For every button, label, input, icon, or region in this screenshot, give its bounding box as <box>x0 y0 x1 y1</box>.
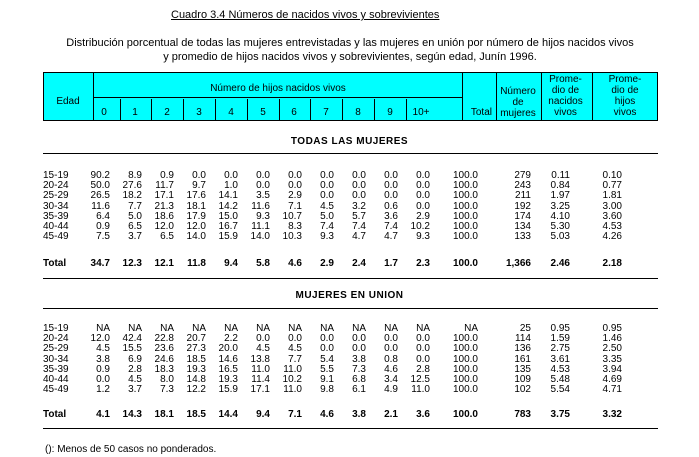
cell-value: 18.3 <box>154 363 174 375</box>
cell-edad: 40-44 <box>43 374 69 385</box>
cell-value: 0.0 <box>352 180 366 192</box>
cell-value: 5.7 <box>352 210 366 222</box>
cell-value: 18.5 <box>186 353 206 365</box>
cell-value: 0.8 <box>384 353 398 365</box>
header-col-7: 7 <box>323 107 329 118</box>
cell-value: 114 <box>515 333 531 345</box>
cell-value: 100.0 <box>452 258 478 269</box>
cell-value: 4.69 <box>602 374 622 385</box>
cell-value: 0.0 <box>416 200 430 212</box>
cell-value: 27.6 <box>122 180 142 192</box>
cell-value: 14.2 <box>218 200 238 212</box>
cell-value: 12.0 <box>154 221 174 232</box>
cell-value: 243 <box>514 180 531 192</box>
cell-value: 11.0 <box>411 384 430 396</box>
cell-value: 9.8 <box>320 384 334 396</box>
cell-value: 0.0 <box>416 333 430 345</box>
header-col-2: 2 <box>164 107 170 118</box>
cell-value: 10.2 <box>410 221 430 232</box>
header-col-6: 6 <box>291 107 297 118</box>
cell-value: 23.6 <box>154 343 174 355</box>
cell-value: 100.0 <box>452 200 478 212</box>
total-row <box>0 259 699 269</box>
cell-value: 3.75 <box>550 409 570 420</box>
cell-value: 6.5 <box>160 231 174 243</box>
cell-value: 18.5 <box>186 409 206 420</box>
cell-value: 4.53 <box>602 221 622 232</box>
cell-edad: 20-24 <box>43 180 69 192</box>
cell-value: 0.0 <box>384 170 398 181</box>
cell-value: 20.0 <box>218 343 238 355</box>
cell-value: 0.0 <box>288 333 302 345</box>
cell-value: 10.3 <box>282 231 302 243</box>
cell-value: 0.9 <box>96 363 110 375</box>
table-subtitle-line2: y promedio de hijos nacidos vivos y sobrevivientes, según edad, Junín 1996. <box>163 51 537 63</box>
cell-value: 15.5 <box>122 343 142 355</box>
cell-value: 174 <box>514 210 531 222</box>
cell-value: 0.84 <box>550 180 570 192</box>
cell-edad: 25-29 <box>43 343 69 355</box>
cell-value: 2.50 <box>602 343 622 355</box>
cell-value: 0.0 <box>352 333 366 345</box>
cell-value: 100.0 <box>452 384 478 396</box>
cell-edad: Total <box>43 258 67 269</box>
cell-value: 17.1 <box>154 190 174 202</box>
cell-value: 0.0 <box>384 343 398 355</box>
cell-edad: 20-24 <box>43 333 69 345</box>
cell-value: 2.46 <box>550 258 570 269</box>
cell-value: 3.8 <box>352 409 366 420</box>
cell-value: 6.5 <box>128 221 142 232</box>
cell-value: 5.03 <box>550 231 570 243</box>
cell-value: 3.94 <box>602 363 622 375</box>
cell-value: 0.0 <box>320 190 334 202</box>
cell-value: 100.0 <box>452 333 478 345</box>
cell-value: 7.4 <box>352 221 366 232</box>
header-col-9: 9 <box>387 107 393 118</box>
cell-value: 12.2 <box>186 384 206 396</box>
cell-value: 100.0 <box>452 363 478 375</box>
cell-value: NA <box>256 323 270 334</box>
cell-value: 5.8 <box>256 258 270 269</box>
cell-value: 4.5 <box>96 343 110 355</box>
header-prom-hijos: Prome- dio de hijos vivos <box>608 74 642 118</box>
cell-value: 9.4 <box>224 258 238 269</box>
cell-value: 2.3 <box>416 258 430 269</box>
cell-value: NA <box>320 323 334 334</box>
cell-value: 1.2 <box>96 384 110 396</box>
cell-value: 4.7 <box>384 231 398 243</box>
cell-value: 11.4 <box>251 374 270 385</box>
cell-value: 102 <box>514 384 531 396</box>
cell-value: 7.1 <box>288 409 302 420</box>
cell-value: 17.9 <box>186 210 206 222</box>
cell-value: 100.0 <box>452 343 478 355</box>
cell-value: 4.26 <box>602 231 622 243</box>
cell-value: 3.6 <box>416 409 430 420</box>
cell-value: 3.25 <box>550 200 570 212</box>
cell-value: 9.4 <box>256 409 270 420</box>
cell-value: 0.11 <box>551 170 570 181</box>
cell-edad: 30-34 <box>43 200 69 212</box>
cell-value: 9.3 <box>256 210 270 222</box>
cell-value: 4.7 <box>352 231 366 243</box>
cell-value: 17.6 <box>186 190 206 202</box>
cell-value: 3.6 <box>384 210 398 222</box>
cell-value: 6.8 <box>352 374 366 385</box>
cell-value: 4.1 <box>96 409 110 420</box>
header-edad: Edad <box>56 96 80 107</box>
cell-value: 7.4 <box>320 221 334 232</box>
cell-value: 9.3 <box>320 231 334 243</box>
cell-value: 12.0 <box>90 333 110 345</box>
cell-value: 4.10 <box>550 210 570 222</box>
cell-value: 3.35 <box>602 353 622 365</box>
cell-value: 1.81 <box>602 190 622 202</box>
cell-value: 11.0 <box>283 384 302 396</box>
header-col-8: 8 <box>355 107 361 118</box>
cell-value: 19.3 <box>218 374 238 385</box>
cell-value: 0.0 <box>192 170 206 181</box>
cell-value: 3.2 <box>352 200 366 212</box>
cell-value: 135 <box>514 363 531 375</box>
cell-value: 2.9 <box>320 258 334 269</box>
cell-value: 14.8 <box>186 374 206 385</box>
cell-value: NA <box>224 323 238 334</box>
cell-value: 1.46 <box>602 333 622 345</box>
cell-value: 6.9 <box>128 353 142 365</box>
table-row <box>0 232 699 242</box>
cell-value: 279 <box>514 170 531 181</box>
cell-value: NA <box>192 323 206 334</box>
cell-value: 7.1 <box>288 200 302 212</box>
cell-value: 4.6 <box>384 363 398 375</box>
cell-value: 5.4 <box>320 353 334 365</box>
cell-value: 0.9 <box>160 170 174 181</box>
section-title-todas: TODAS LAS MUJERES <box>290 136 409 147</box>
cell-value: 9.7 <box>192 180 206 192</box>
cell-value: 17.1 <box>250 384 270 396</box>
cell-value: 3.00 <box>602 200 622 212</box>
cell-value: 5.54 <box>550 384 570 396</box>
cell-value: NA <box>416 323 430 334</box>
cell-edad: 40-44 <box>43 221 69 232</box>
cell-edad: 15-19 <box>43 170 69 181</box>
cell-value: 161 <box>514 353 531 365</box>
cell-value: 0.0 <box>256 170 270 181</box>
cell-value: 0.0 <box>288 180 302 192</box>
cell-value: 12.0 <box>186 221 206 232</box>
cell-value: 11.7 <box>155 180 174 192</box>
cell-value: 18.2 <box>122 190 142 202</box>
cell-value: 9.3 <box>416 231 430 243</box>
cell-value: 2.18 <box>602 258 622 269</box>
cell-value: 10.2 <box>282 374 302 385</box>
cell-value: 100.0 <box>452 374 478 385</box>
cell-value: 0.6 <box>384 200 398 212</box>
table-title: Cuadro 3.4 Números de nacidos vivos y sobrevivientes <box>171 9 440 21</box>
cell-value: 12.5 <box>410 374 430 385</box>
footnote: (): Menos de 50 casos no ponderados. <box>45 444 217 455</box>
cell-value: 0.0 <box>256 180 270 192</box>
cell-value: 0.95 <box>550 323 570 334</box>
cell-value: 1.7 <box>384 258 398 269</box>
cell-value: 11.8 <box>187 258 206 269</box>
cell-value: 4.71 <box>602 384 622 396</box>
cell-value: 16.7 <box>218 221 238 232</box>
cell-value: 13.8 <box>250 353 270 365</box>
cell-value: 783 <box>514 409 531 420</box>
cell-value: 0.0 <box>320 180 334 192</box>
header-col-0: 0 <box>101 107 107 118</box>
cell-value: NA <box>128 323 142 334</box>
header-col-3: 3 <box>196 107 202 118</box>
cell-value: 3.5 <box>256 190 270 202</box>
cell-value: 7.7 <box>128 200 142 212</box>
cell-value: 0.0 <box>96 374 110 385</box>
cell-value: NA <box>384 323 398 334</box>
cell-value: 0.0 <box>288 170 302 181</box>
cell-value: 42.4 <box>122 333 142 345</box>
header-total: Total <box>470 107 492 118</box>
cell-value: 3.8 <box>352 353 366 365</box>
cell-value: 6.4 <box>96 210 110 222</box>
section-rule <box>43 153 658 154</box>
cell-value: 3.7 <box>128 231 142 243</box>
cell-value: 133 <box>514 231 531 243</box>
cell-value: 50.0 <box>90 180 110 192</box>
section-rule <box>43 308 658 309</box>
cell-value: 0.0 <box>416 170 430 181</box>
cell-value: 0.0 <box>416 343 430 355</box>
cell-value: 4.53 <box>550 363 570 375</box>
cell-value: 5.30 <box>550 221 570 232</box>
cell-value: 14.0 <box>186 231 206 243</box>
cell-value: 2.8 <box>128 363 142 375</box>
cell-edad: 15-19 <box>43 323 69 334</box>
cell-value: 2.8 <box>416 363 430 375</box>
cell-edad: 30-34 <box>43 353 69 365</box>
cell-value: 12.1 <box>154 258 174 269</box>
header-col-5: 5 <box>260 107 266 118</box>
cell-edad: Total <box>43 409 67 420</box>
cell-value: 14.0 <box>250 231 270 243</box>
cell-value: 11.1 <box>251 221 270 232</box>
cell-value: 15.9 <box>218 231 238 243</box>
cell-value: 2.75 <box>550 343 570 355</box>
cell-value: 5.5 <box>320 363 334 375</box>
cell-value: 3.60 <box>602 210 622 222</box>
header-col-4: 4 <box>228 107 234 118</box>
cell-value: 21.3 <box>154 200 174 212</box>
cell-value: 109 <box>514 374 531 385</box>
cell-value: 0.0 <box>352 170 366 181</box>
cell-value: 100.0 <box>452 221 478 232</box>
cell-value: 11.0 <box>283 363 302 375</box>
cell-value: 4.5 <box>288 343 302 355</box>
cell-value: 1.0 <box>224 180 238 192</box>
cell-value: 4.5 <box>320 200 334 212</box>
cell-value: 0.0 <box>384 180 398 192</box>
cell-value: 3.61 <box>550 353 570 365</box>
cell-value: 14.3 <box>122 409 142 420</box>
cell-value: 18.1 <box>186 200 206 212</box>
cell-value: 8.3 <box>288 221 302 232</box>
table-subtitle-line1: Distribución porcentual de todas las mujeres entrevistadas y las mujeres en unión por número de hijos nacidos vivos <box>66 37 634 49</box>
cell-value: 0.9 <box>96 221 110 232</box>
cell-value: 100.0 <box>452 170 478 181</box>
cell-value: 2.4 <box>352 258 366 269</box>
cell-value: 25 <box>519 323 531 334</box>
table-header <box>43 72 658 121</box>
cell-value: 18.6 <box>154 210 174 222</box>
cell-value: 4.9 <box>384 384 398 396</box>
cell-value: 15.9 <box>218 384 238 396</box>
cell-value: 136 <box>514 343 531 355</box>
cell-value: 7.7 <box>288 353 302 365</box>
cell-value: NA <box>288 323 302 334</box>
cell-value: 0.0 <box>416 353 430 365</box>
cell-value: 0.0 <box>320 333 334 345</box>
cell-value: 0.0 <box>256 333 270 345</box>
section-rule <box>43 428 658 429</box>
cell-value: 5.0 <box>128 210 142 222</box>
cell-value: NA <box>352 323 366 334</box>
cell-edad: 35-39 <box>43 363 69 375</box>
cell-value: 7.5 <box>96 231 110 243</box>
cell-value: 100.0 <box>452 353 478 365</box>
cell-value: 7.4 <box>384 221 398 232</box>
cell-value: 0.95 <box>602 323 622 334</box>
section-rule <box>43 278 658 279</box>
cell-value: 26.5 <box>90 190 110 202</box>
cell-value: 1,366 <box>505 258 531 269</box>
cell-value: 4.6 <box>288 258 302 269</box>
cell-value: NA <box>464 323 478 334</box>
cell-value: 0.0 <box>384 333 398 345</box>
cell-value: 3.7 <box>128 384 142 396</box>
table-row <box>0 385 699 395</box>
cell-value: 8.0 <box>160 374 174 385</box>
cell-value: 27.3 <box>186 343 206 355</box>
cell-value: 211 <box>515 190 531 202</box>
cell-value: NA <box>160 323 174 334</box>
cell-value: 7.3 <box>352 363 366 375</box>
cell-value: 100.0 <box>452 409 478 420</box>
cell-value: 0.0 <box>224 170 238 181</box>
cell-value: 3.4 <box>384 374 398 385</box>
cell-value: 24.6 <box>154 353 174 365</box>
total-row <box>0 410 699 420</box>
cell-value: 19.3 <box>186 363 206 375</box>
cell-value: 2.9 <box>416 210 430 222</box>
cell-value: 1.97 <box>550 190 570 202</box>
cell-value: 5.48 <box>550 374 570 385</box>
cell-edad: 25-29 <box>43 190 69 202</box>
cell-value: 14.6 <box>218 353 238 365</box>
cell-value: 5.0 <box>320 210 334 222</box>
cell-value: 8.9 <box>128 170 142 181</box>
table-row <box>0 344 699 354</box>
cell-value: 14.1 <box>218 190 238 202</box>
cell-value: 11.0 <box>251 363 270 375</box>
header-col-1: 1 <box>132 107 138 118</box>
header-group: Número de hijos nacidos vivos <box>210 83 346 94</box>
cell-value: 9.1 <box>320 374 334 385</box>
cell-value: 2.9 <box>288 190 302 202</box>
cell-value: 100.0 <box>452 190 478 202</box>
cell-value: 18.1 <box>154 409 174 420</box>
cell-value: 11.6 <box>251 200 270 212</box>
cell-value: 14.4 <box>218 409 238 420</box>
cell-value: 4.6 <box>320 409 334 420</box>
table-row <box>0 191 699 201</box>
cell-value: 15.0 <box>218 210 238 222</box>
cell-value: 2.2 <box>224 333 238 345</box>
cell-value: 0.77 <box>602 180 622 192</box>
header-prom-nacidos: Prome- dio de nacidos vivos <box>548 74 583 118</box>
cell-value: 192 <box>514 200 531 212</box>
cell-value: 20.7 <box>186 333 206 345</box>
cell-value: 90.2 <box>90 170 110 181</box>
cell-value: 2.1 <box>384 409 398 420</box>
cell-value: 134 <box>514 221 531 232</box>
cell-value: 16.5 <box>218 363 238 375</box>
cell-value: 6.1 <box>352 384 366 396</box>
cell-value: 0.0 <box>416 180 430 192</box>
cell-value: 0.0 <box>320 343 334 355</box>
cell-value: 0.10 <box>602 170 622 181</box>
cell-value: 0.0 <box>352 343 366 355</box>
cell-edad: 35-39 <box>43 210 69 222</box>
cell-edad: 45-49 <box>43 384 69 396</box>
cell-value: 11.6 <box>91 200 110 212</box>
cell-value: 4.5 <box>128 374 142 385</box>
cell-value: 34.7 <box>90 258 110 269</box>
section-title-union: MUJERES EN UNION <box>295 290 404 301</box>
cell-value: NA <box>96 323 110 334</box>
cell-value: 1.59 <box>550 333 570 345</box>
cell-value: 100.0 <box>452 180 478 192</box>
cell-value: 0.0 <box>416 190 430 202</box>
cell-value: 10.7 <box>282 210 302 222</box>
cell-value: 3.32 <box>602 409 622 420</box>
cell-value: 7.3 <box>160 384 174 396</box>
header-num-mujeres: Número de mujeres <box>500 86 536 119</box>
cell-value: 22.8 <box>154 333 174 345</box>
cell-value: 0.0 <box>320 170 334 181</box>
cell-value: 4.5 <box>256 343 270 355</box>
cell-value: 0.0 <box>384 190 398 202</box>
cell-edad: 45-49 <box>43 231 69 243</box>
header-col-10: 10+ <box>412 107 430 118</box>
cell-value: 3.8 <box>96 353 110 365</box>
cell-value: 0.0 <box>352 190 366 202</box>
cell-value: 12.3 <box>122 258 142 269</box>
cell-value: 100.0 <box>452 210 478 222</box>
cell-value: 100.0 <box>452 231 478 243</box>
